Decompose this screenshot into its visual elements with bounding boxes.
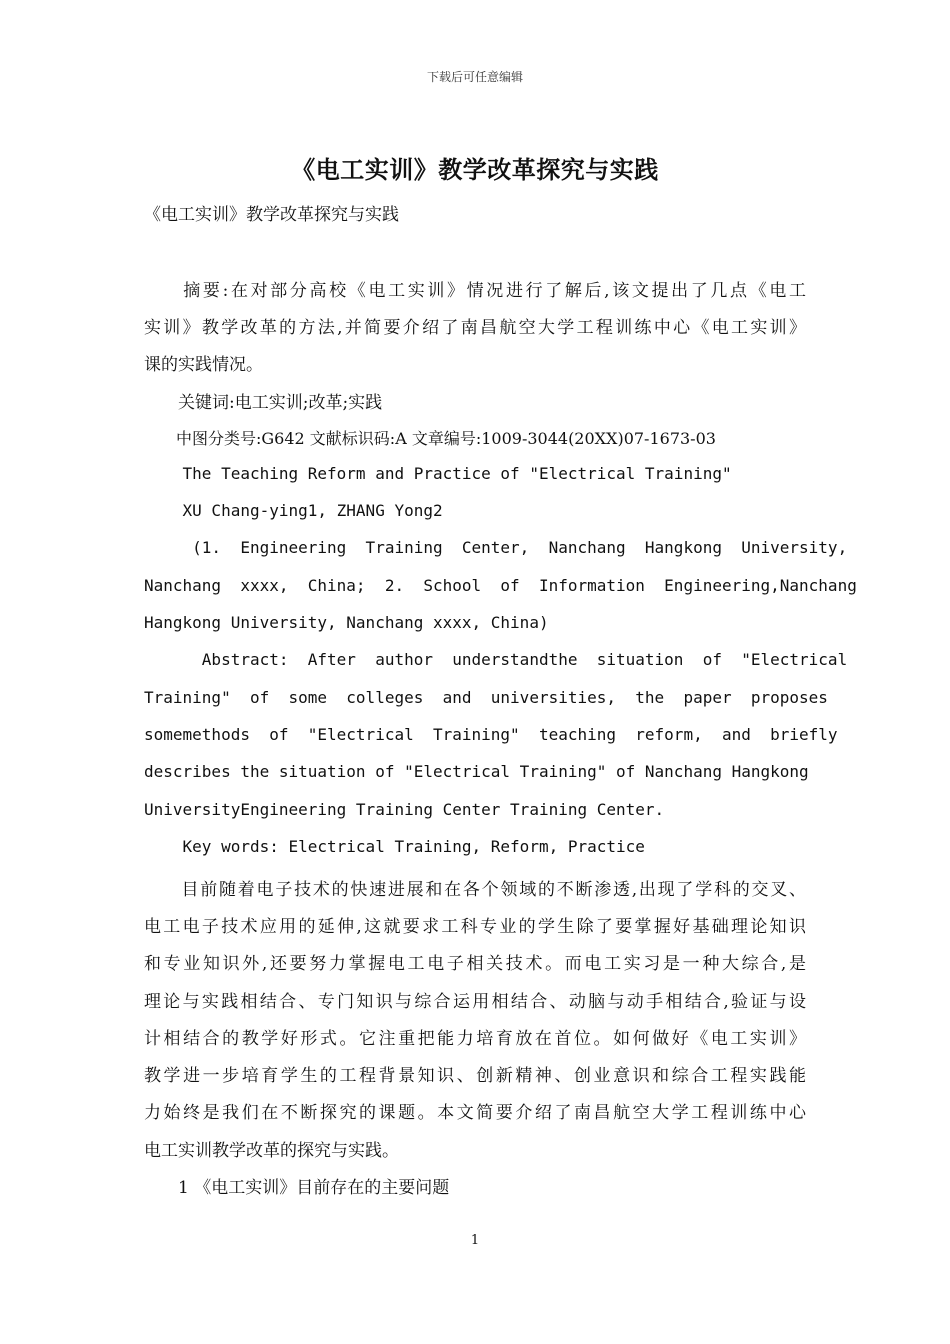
body-line: 和专业知识外,还要努力掌握电工电子相关技术。而电工实习是一种大综合,是 xyxy=(144,954,806,974)
affiliation-line: Nanchang xxxx, China; 2. School of Information Engineering,Nanchang xyxy=(144,576,857,595)
document-title: 《电工实训》教学改革探究与实践 xyxy=(291,156,659,184)
affiliation-line: (1. Engineering Training Center, Nanchang Hangkong University, xyxy=(144,538,848,557)
abstract-cn-line: 摘要:在对部分高校《电工实训》情况进行了解后,该文提出了几点《电工 xyxy=(144,281,806,301)
english-title: The Teaching Reform and Practice of "Electrical Training" xyxy=(144,464,732,483)
keywords-cn: 关键词:电工实训;改革;实践 xyxy=(144,393,383,413)
body-line: 理论与实践相结合、专门知识与综合运用相结合、动脑与动手相结合,验证与设 xyxy=(144,992,806,1012)
body-line: 电工实训教学改革的探究与实践。 xyxy=(144,1141,399,1161)
body-line: 目前随着电子技术的快速进展和在各个领域的不断渗透,出现了学科的交叉、 xyxy=(144,880,806,900)
body-line: 计相结合的教学好形式。它注重把能力培育放在首位。如何做好《电工实训》 xyxy=(144,1029,806,1049)
affiliation-line: Hangkong University, Nanchang xxxx, China) xyxy=(144,613,549,632)
abstract-cn-line: 课的实践情况。 xyxy=(144,355,263,375)
abstract-en-line: somemethods of "Electrical Training" teaching reform, and briefly xyxy=(144,725,838,744)
body-line: 教学进一步培育学生的工程背景知识、创新精神、创业意识和综合工程实践能 xyxy=(144,1066,806,1086)
body-line: 力始终是我们在不断探究的课题。本文简要介绍了南昌航空大学工程训练中心 xyxy=(144,1103,806,1123)
abstract-en-line: describes the situation of "Electrical Training" of Nanchang Hangkong xyxy=(144,762,809,781)
abstract-en-line: Abstract: After author understandthe situation of "Electrical xyxy=(144,650,848,669)
keywords-en: Key words: Electrical Training, Reform, Practice xyxy=(144,837,645,856)
abstract-cn-line: 实训》教学改革的方法,并简要介绍了南昌航空大学工程训练中心《电工实训》 xyxy=(144,318,806,338)
abstract-en-line: Training" of some colleges and universities, the paper proposes xyxy=(144,688,828,707)
classification-line: 中图分类号:G642 文献标识码:A 文章编号:1009-3044(20XX)07-1673-03 xyxy=(144,429,716,448)
document-subtitle: 《电工实训》教学改革探究与实践 xyxy=(144,205,399,225)
abstract-en-line: UniversityEngineering Training Center Training Center. xyxy=(144,800,665,819)
page-number: 1 xyxy=(470,1233,480,1248)
english-authors: XU Chang-ying1, ZHANG Yong2 xyxy=(144,501,443,520)
section-heading: 1 《电工实训》目前存在的主要问题 xyxy=(144,1178,450,1198)
header-note: 下载后可任意编辑 xyxy=(426,70,523,84)
body-line: 电工电子技术应用的延伸,这就要求工科专业的学生除了要掌握好基础理论知识 xyxy=(144,917,806,937)
